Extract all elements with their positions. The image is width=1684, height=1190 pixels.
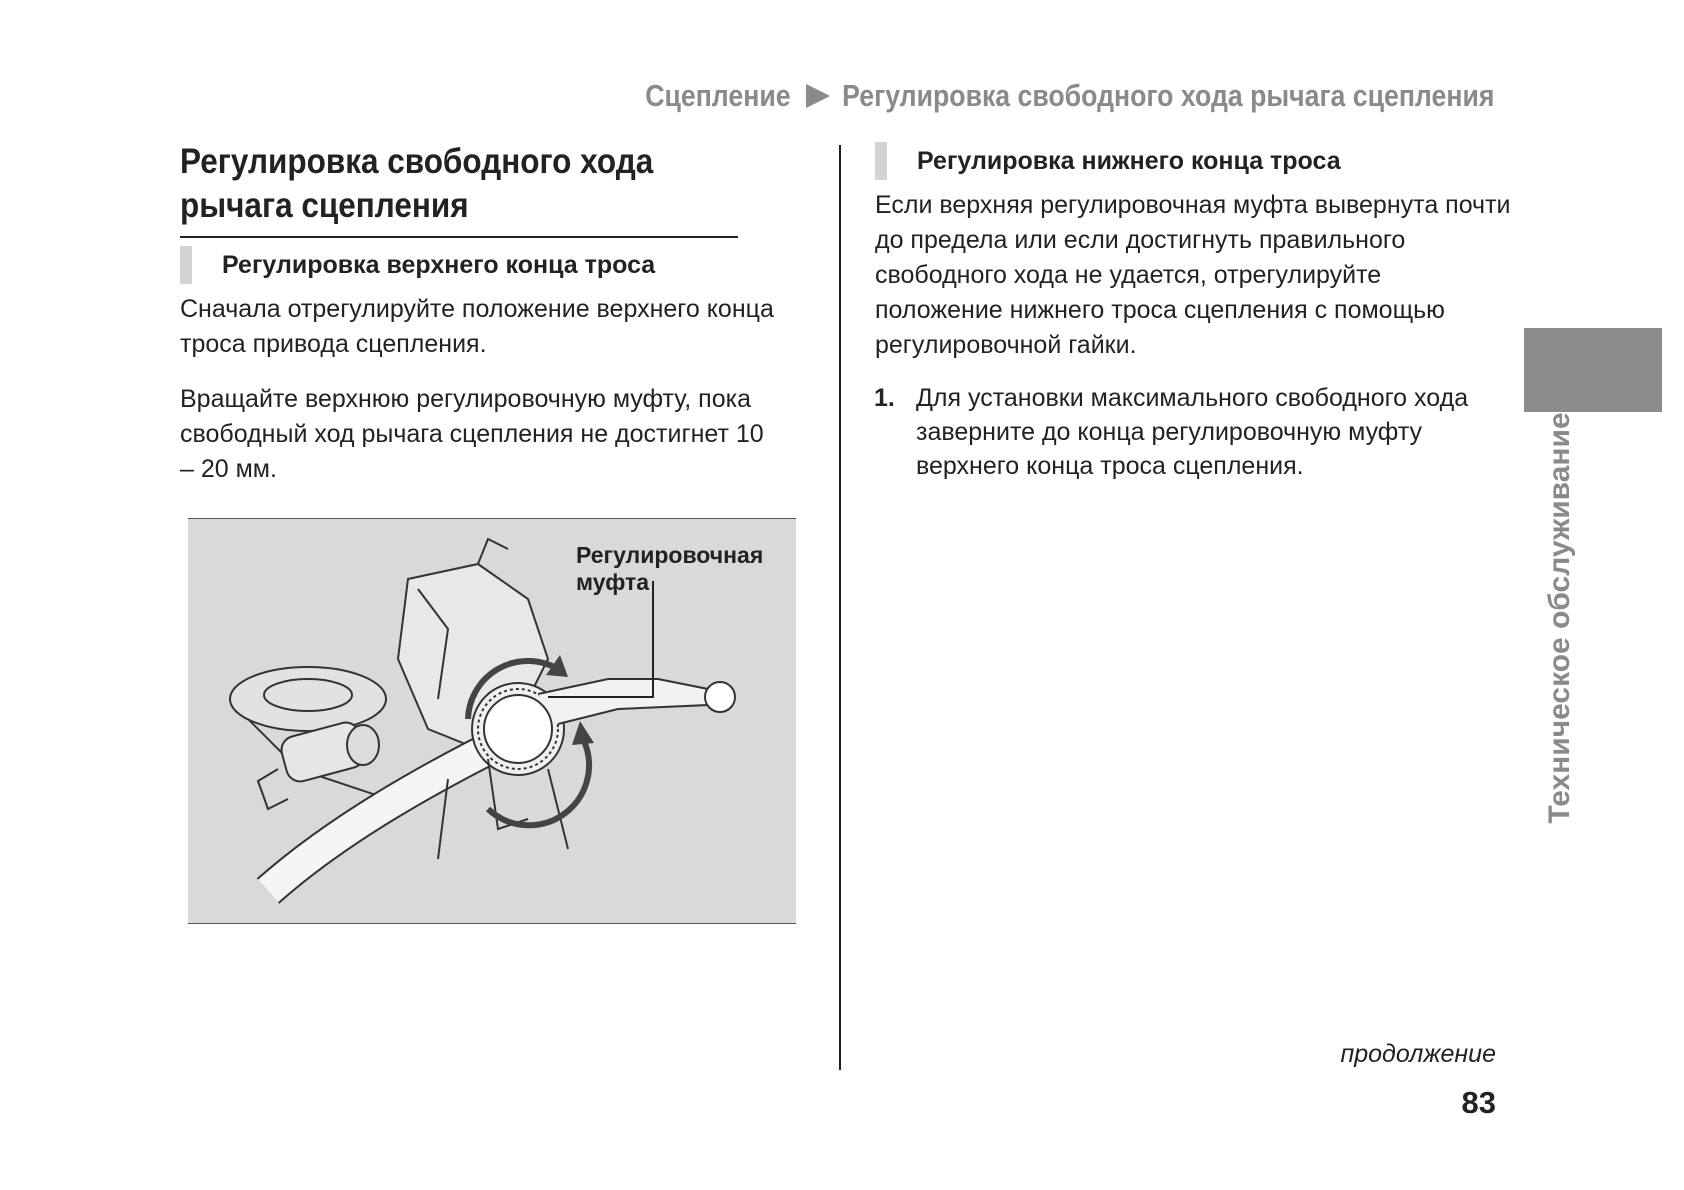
breadcrumb-arrow-icon bbox=[806, 84, 830, 108]
step-number: 1. bbox=[874, 384, 895, 412]
page-number: 83 bbox=[1461, 1085, 1496, 1120]
subheading-text: Регулировка нижнего конца троса bbox=[917, 146, 1341, 175]
paragraph-2: Вращайте верхнюю регулировочную муфту, пока свободный ход рычага сцепления не достигнет 10 – 20 мм. bbox=[180, 385, 764, 483]
column-divider bbox=[839, 145, 841, 1070]
callout-label-line2: муфта bbox=[576, 569, 650, 595]
subheading-lower-cable bbox=[875, 142, 1341, 180]
paragraph-right-1: Если верхняя регулировочная муфта вывернута почти до предела или если достигнуть правильного свободного хода не удается, отрегулируйте положение нижнего троса сцепления с помощью регулировочной гайки. bbox=[875, 191, 1511, 359]
clutch-lever-drawing bbox=[188, 519, 796, 923]
clutch-lever-illustration bbox=[188, 518, 796, 924]
step-list bbox=[874, 381, 1514, 483]
breadcrumb bbox=[645, 78, 1494, 114]
chapter-label: Техническое обслуживание bbox=[1543, 412, 1576, 824]
page-title: Регулировка свободного хода рычага сцепления bbox=[180, 140, 738, 238]
continued-note: продолжение bbox=[1340, 1040, 1496, 1068]
subheading-upper-cable bbox=[180, 246, 655, 284]
paragraph-1: Сначала отрегулируйте положение верхнего конца троса привода сцепления. bbox=[180, 295, 774, 358]
breadcrumb-section: Сцепление bbox=[644, 78, 791, 113]
subheading-bar bbox=[875, 142, 887, 180]
subheading-text: Регулировка верхнего конца троса bbox=[222, 250, 656, 279]
breadcrumb-topic: Регулировка свободного хода рычага сцепления bbox=[841, 78, 1494, 113]
step-text: Для установки максимального свободного хода заверните до конца регулировочную муфту верхнего конца троса сцепления. bbox=[916, 384, 1469, 480]
subheading-bar bbox=[180, 246, 192, 284]
chapter-tab bbox=[1524, 328, 1662, 412]
callout-label-line1: Регулировочная bbox=[576, 542, 764, 568]
